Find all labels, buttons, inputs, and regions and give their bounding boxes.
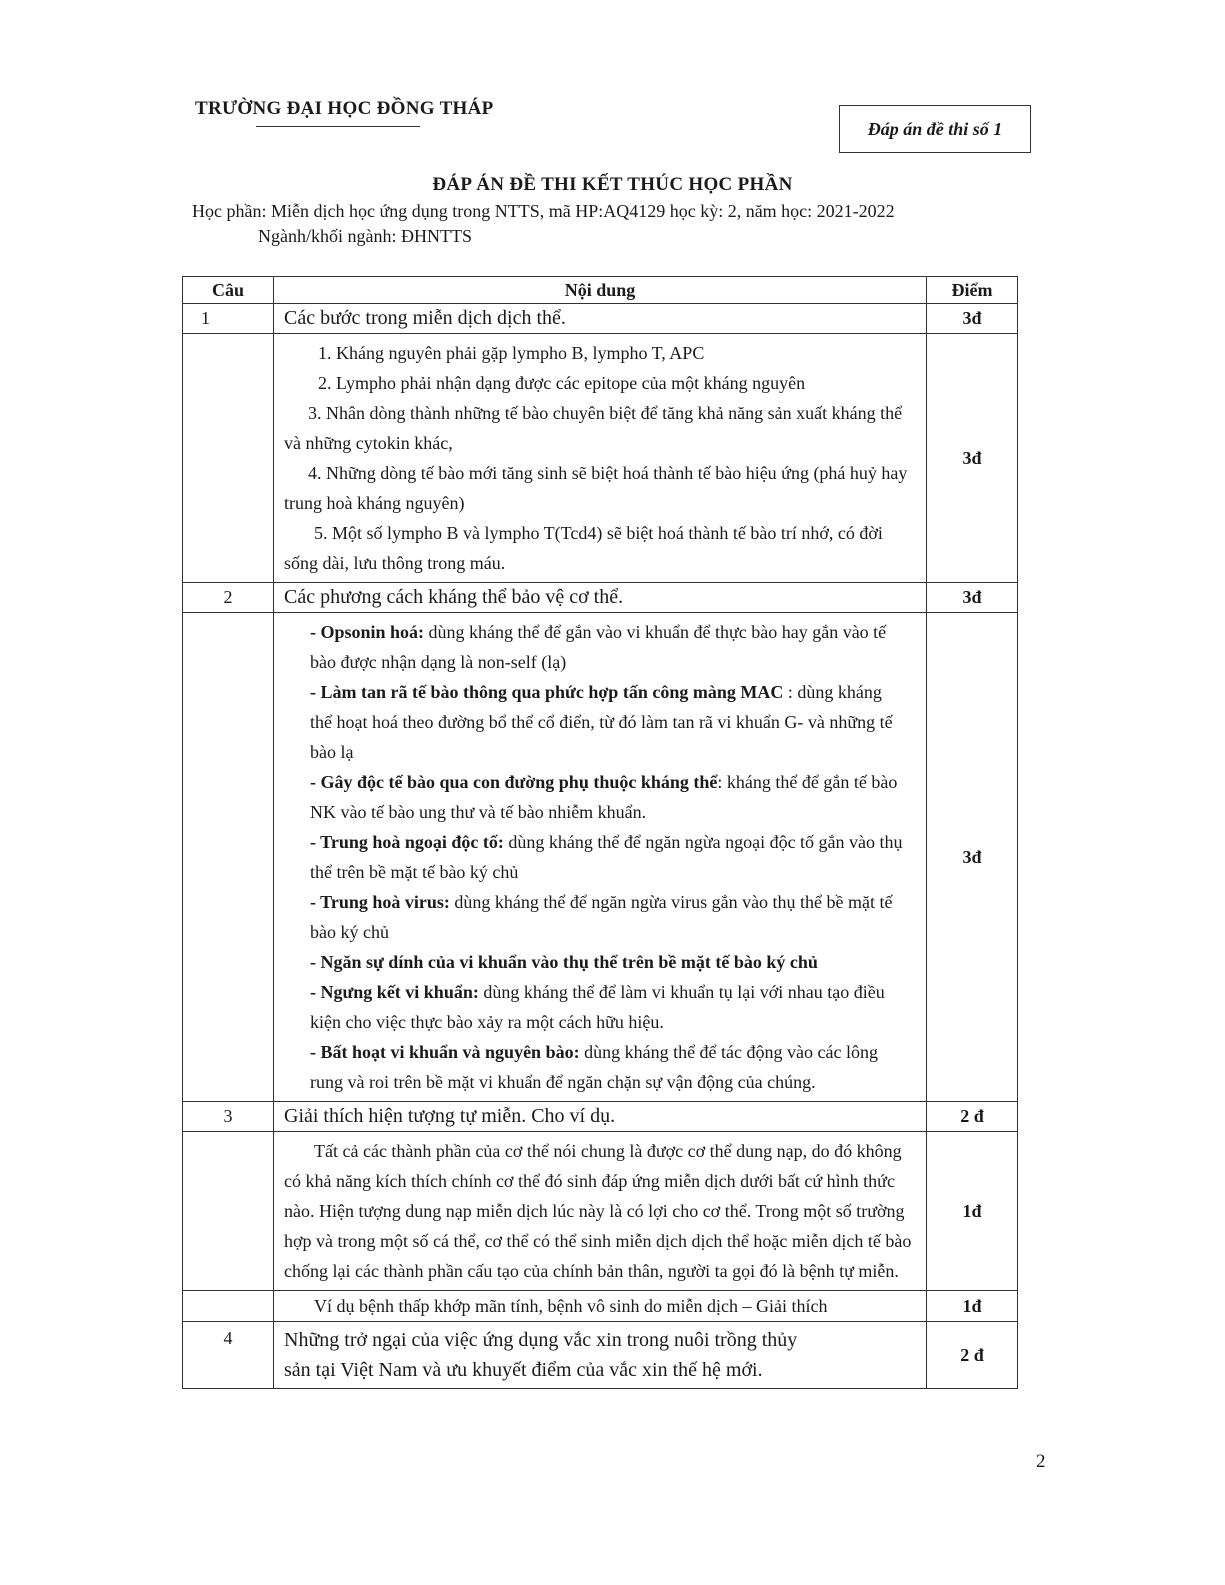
answer-item: 2. Lympho phải nhận dạng được các epitope của một kháng nguyên — [318, 373, 806, 393]
answer-item: - Làm tan rã tế bào thông qua phức hợp tấn công màng MAC : dùng kháng thể hoạt hoá theo đường bổ thể cổ điển, từ đó làm tan rã vi khuẩn G- và những tế bào lạ — [310, 682, 893, 762]
question-score: 3đ — [927, 583, 1018, 613]
question-text: Những trở ngại của việc ứng dụng vắc xin trong nuôi trồng thủy sản tại Việt Nam và ưu khuyết điểm của vắc xin thế hệ mới. — [274, 1322, 927, 1389]
answer-item: - Trung hoà virus: dùng kháng thể để ngăn ngừa virus gắn vào thụ thể bề mặt tế bào ký chủ — [310, 892, 893, 942]
answer-item: - Trung hoà ngoại độc tố: dùng kháng thể để ngăn ngừa ngoại độc tố gắn vào thụ thể trên bề mặt tế bào ký chủ — [310, 832, 903, 882]
answer-item: 4. Những dòng tế bào mới tăng sinh sẽ biệt hoá thành tế bào hiệu ứng (phá huỷ hay trung hoà kháng nguyên) — [284, 463, 908, 513]
answer-score: 1đ — [927, 1132, 1018, 1291]
table-header-row — [183, 277, 1018, 304]
question-number: 4 — [183, 1322, 274, 1389]
answer-item: 5. Một số lympho B và lympho T(Tcd4) sẽ biệt hoá thành tế bào trí nhớ, có đời sống dài, lưu thông trong máu. — [284, 523, 883, 573]
table-row — [183, 334, 1018, 583]
table-row — [183, 1102, 1018, 1132]
question-text: Các phương cách kháng thể bảo vệ cơ thể. — [274, 583, 927, 613]
question-number: 3 — [183, 1102, 274, 1132]
answer-item: - Ngăn sự dính của vi khuẩn vào thụ thể trên bề mặt tế bào ký chủ — [310, 952, 818, 972]
answer-content — [274, 1132, 927, 1291]
question-text: Giải thích hiện tượng tự miễn. Cho ví dụ. — [274, 1102, 927, 1132]
table-row — [183, 583, 1018, 613]
table-row — [183, 304, 1018, 334]
subject-line: Học phần: Miễn dịch học ứng dụng trong NTTS, mã HP:AQ4129 học kỳ: 2, năm học: 2021-2022 — [192, 201, 895, 221]
question-number: 1 — [183, 304, 274, 334]
answer-content — [274, 334, 927, 583]
question-score: 3đ — [927, 304, 1018, 334]
table-row — [183, 1291, 1018, 1322]
header-score: Điểm — [927, 277, 1018, 304]
table-row — [183, 1322, 1018, 1389]
example-score: 1đ — [927, 1291, 1018, 1322]
answer-paragraph: Tất cả các thành phần của cơ thể nói chung là được cơ thể dung nạp, do đó không có khả năng kích thích chính cơ thể đó sinh đáp ứng miễn dịch dưới bất cứ hình thức nào. Hiện tượng dung nạp miễn dịch lúc này là có lợi cho cơ thể. Trong một số trường hợp và trong một số cá thể, cơ thể có thể sinh miễn dịch dịch thể hoặc miễn dịch tế bào chống lại các thành phần cấu tạo của chính bản thân, người ta gọi đó là bệnh tự miễn. — [284, 1141, 912, 1281]
school-underline — [256, 126, 420, 127]
answer-item: - Opsonin hoá: dùng kháng thể để gắn vào vi khuẩn để thực bào hay gắn vào tế bào được nhận dạng là non-self (lạ) — [310, 622, 887, 672]
page-number: 2 — [1036, 1451, 1046, 1472]
answer-item: - Gây độc tế bào qua con đường phụ thuộc kháng thể: kháng thể để gắn tế bào NK vào tế bào ung thư và tế bào nhiễm khuẩn. — [310, 772, 898, 822]
table-row — [183, 613, 1018, 1102]
answer-score: 3đ — [927, 334, 1018, 583]
answer-item: - Ngưng kết vi khuẩn: dùng kháng thể để làm vi khuẩn tụ lại với nhau tạo điều kiện cho việc thực bào xảy ra một cách hữu hiệu. — [310, 982, 885, 1032]
example-text: Ví dụ bệnh thấp khớp mãn tính, bệnh vô sinh do miễn dịch – Giải thích — [314, 1296, 828, 1316]
question-number: 2 — [183, 583, 274, 613]
question-text: Các bước trong miễn dịch dịch thể. — [274, 304, 927, 334]
answer-table — [182, 276, 1018, 1389]
question-score: 2 đ — [927, 1102, 1018, 1132]
major-line: Ngành/khối ngành: ĐHNTTS — [258, 226, 472, 246]
header-question: Câu — [183, 277, 274, 304]
document-title: ĐÁP ÁN ĐỀ THI KẾT THÚC HỌC PHẦN — [432, 174, 793, 195]
question-score: 2 đ — [927, 1322, 1018, 1389]
answer-content — [274, 613, 927, 1102]
answer-item: - Bất hoạt vi khuẩn và nguyên bào: dùng kháng thể để tác động vào các lông rung và roi trên bề mặt vi khuẩn để ngăn chặn sự vận động của chúng. — [310, 1042, 878, 1092]
table-row — [183, 1132, 1018, 1291]
answer-item: 3. Nhân dòng thành những tế bào chuyên biệt để tăng khả năng sản xuất kháng thể và những cytokin khác, — [284, 403, 903, 453]
exam-code-box: Đáp án đề thi số 1 — [839, 105, 1031, 153]
answer-score: 3đ — [927, 613, 1018, 1102]
answer-item: 1. Kháng nguyên phải gặp lympho B, lympho T, APC — [318, 343, 705, 363]
school-name: TRƯỜNG ĐẠI HỌC ĐỒNG THÁP — [195, 98, 494, 119]
example-content — [274, 1291, 927, 1322]
header-content: Nội dung — [274, 277, 927, 304]
